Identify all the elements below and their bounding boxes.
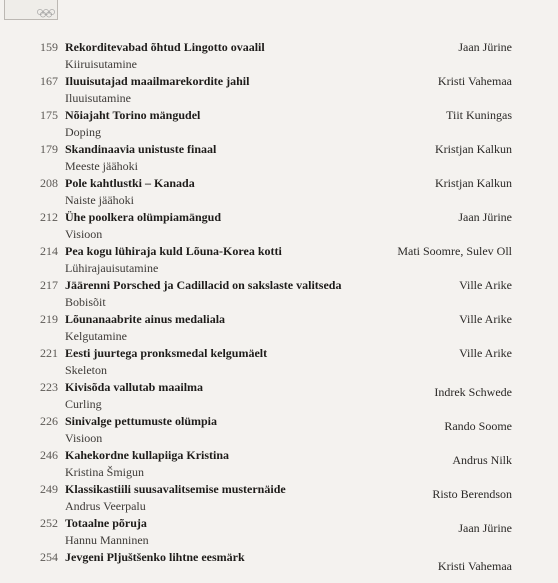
section-label: Kiiruisutamine — [65, 57, 137, 71]
author-name: Ville Arike — [459, 312, 512, 326]
article-title: Totaalne põruja — [65, 516, 147, 530]
olympic-logo-box — [4, 0, 58, 20]
page-number: 221 — [40, 346, 58, 360]
article-title: Klassikastiili suusavalitsemise musternäide — [65, 482, 286, 496]
toc-entry — [0, 39, 558, 73]
author-name: Mati Soomre, Sulev Oll — [397, 244, 512, 258]
article-title: Sinivalge pettumuste olümpia — [65, 414, 218, 428]
toc-entry — [0, 549, 558, 583]
section-label: Andrus Veerpalu — [65, 499, 146, 513]
article-title: Rekorditevabad õhtud Lingotto ovaalil — [65, 40, 265, 54]
toc-entry — [0, 141, 558, 175]
section-label: Meeste jäähoki — [65, 159, 138, 173]
article-title: Kivisõda vallutab maailma — [65, 380, 204, 394]
section-label: Skeleton — [65, 363, 107, 377]
author-name: Tiit Kuningas — [446, 108, 512, 122]
page-number: 208 — [40, 176, 58, 190]
article-title: Kahekordne kullapiiga Kristina — [65, 448, 230, 462]
author-name: Ville Arike — [459, 346, 512, 360]
article-title: Lõunanaabrite ainus medaliala — [65, 312, 226, 326]
page-number: 159 — [40, 40, 58, 54]
page-number: 219 — [40, 312, 58, 326]
toc-entry — [0, 447, 558, 481]
author-name: Jaan Jürine — [458, 210, 512, 224]
page-number: 179 — [40, 142, 58, 156]
author-name: Andrus Nilk — [452, 453, 512, 467]
section-label: Visioon — [65, 227, 103, 241]
page-number: 223 — [40, 380, 58, 394]
toc-entry — [0, 277, 558, 311]
toc-entry — [0, 413, 558, 447]
page-number: 246 — [40, 448, 58, 462]
page-number: 175 — [40, 108, 58, 122]
article-title: Ühe poolkera olümpiamängud — [65, 210, 222, 224]
article-title: Iluuisutajad maailmarekordite jahil — [65, 74, 250, 88]
page-number: 217 — [40, 278, 58, 292]
page-number: 214 — [40, 244, 58, 258]
article-title: Nõiajaht Torino mängudel — [65, 108, 201, 122]
author-name: Rando Soome — [444, 419, 512, 433]
author-name: Indrek Schwede — [434, 385, 512, 399]
section-label: Lühirajauisutamine — [65, 261, 159, 275]
toc-entry — [0, 515, 558, 549]
author-name: Kristjan Kalkun — [435, 176, 512, 190]
article-title: Jevgeni Pljuštšenko lihtne eesmärk — [65, 550, 245, 564]
olympic-rings-icon — [36, 8, 58, 18]
toc-entry — [0, 311, 558, 345]
page-number: 212 — [40, 210, 58, 224]
toc-entry — [0, 175, 558, 209]
author-name: Kristi Vahemaa — [437, 559, 512, 573]
article-title: Eesti juurtega pronksmedal kelgumäelt — [65, 346, 268, 360]
section-label: Hannu Manninen — [65, 533, 149, 547]
article-title: Skandinaavia unistuste finaal — [65, 142, 217, 156]
article-title: Jäärenni Porsched ja Cadillacid on sakslaste valitseda — [65, 278, 342, 292]
section-label: Visioon — [65, 431, 103, 445]
author-name: Kristi Vahemaa — [437, 74, 512, 88]
page-number: 226 — [40, 414, 58, 428]
toc-entry — [0, 209, 558, 243]
toc-entry — [0, 379, 558, 413]
section-label: Curling — [65, 397, 102, 411]
author-name: Risto Berendson — [432, 487, 512, 501]
author-name: Jaan Jürine — [458, 521, 512, 535]
section-label: Iluuisutamine — [65, 91, 131, 105]
author-name: Ville Arike — [459, 278, 512, 292]
section-label: Doping — [65, 125, 101, 139]
article-title: Pole kahtlustki – Kanada — [65, 176, 195, 190]
section-label: Kelgutamine — [65, 329, 127, 343]
article-title: Pea kogu lühiraja kuld Lõuna-Korea kotti — [65, 244, 282, 258]
toc-entry — [0, 243, 558, 277]
section-label: Bobisõit — [65, 295, 106, 309]
toc-entry — [0, 73, 558, 107]
section-label: Kristina Šmigun — [65, 465, 145, 479]
section-label: Naiste jäähoki — [65, 193, 134, 207]
toc-entry — [0, 107, 558, 141]
page-number: 167 — [40, 74, 58, 88]
author-name: Kristjan Kalkun — [435, 142, 512, 156]
toc-entry — [0, 345, 558, 379]
page-number: 249 — [40, 482, 58, 496]
page-number: 254 — [40, 550, 58, 564]
page-number: 252 — [40, 516, 58, 530]
author-name: Jaan Jürine — [458, 40, 512, 54]
toc-entry — [0, 481, 558, 515]
